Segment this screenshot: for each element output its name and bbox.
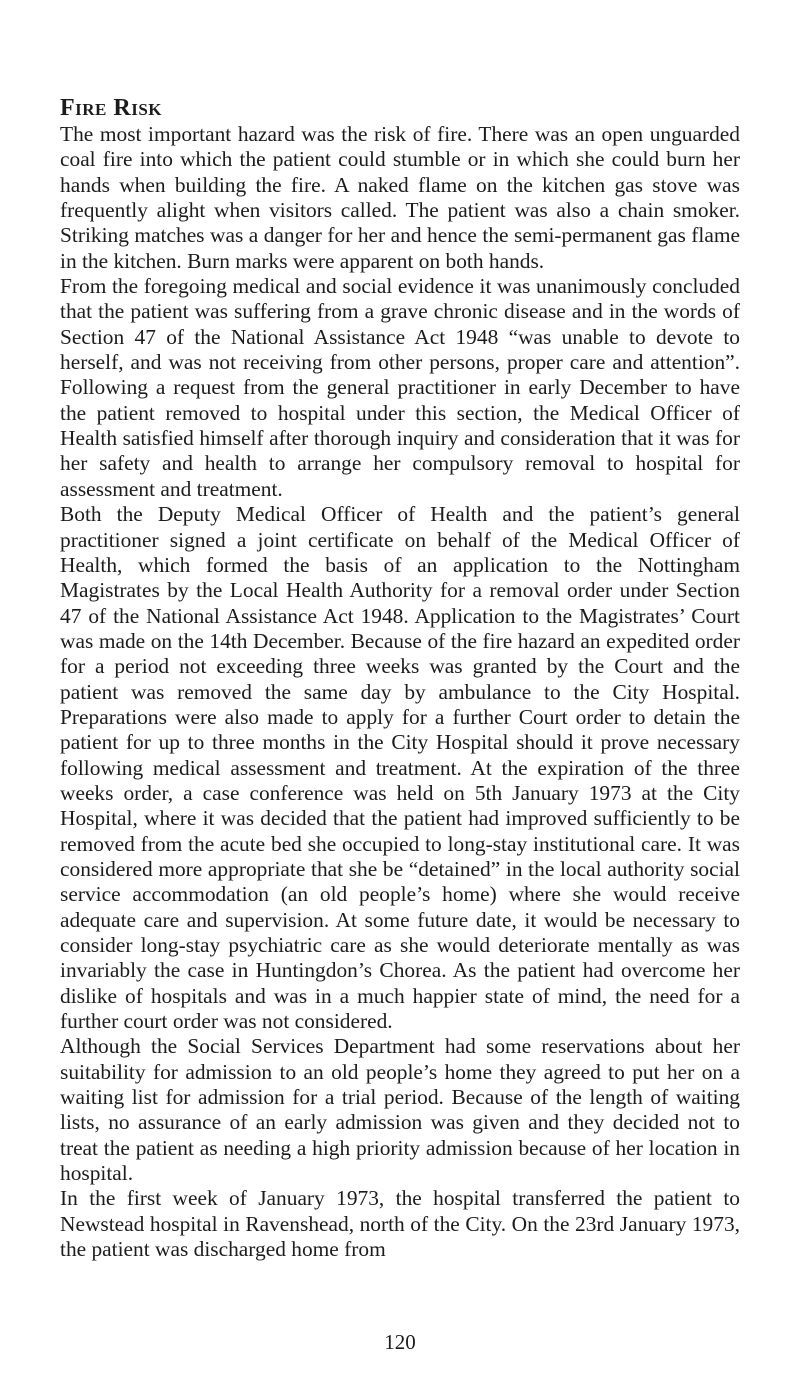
paragraph-social-services: Although the Social Services Department had some reservations about her suitability for admission to an old people’s home they agreed to put her on a waiting list for admission for a trial period. Because of the length of waiting lists, no assurance of an early admission was given and they decided not to treat the patient as needing a high priority admission because of her location in hospital. (60, 1034, 740, 1186)
paragraph-fire-risk: The most important hazard was the risk of fire. There was an open unguarded coal fire into which the patient could stumble or in which she could burn her hands when building the fire. A naked flame on the kitchen gas stove was frequently alight when visitors called. The patient was also a chain smoker. Striking matches was a danger for her and hence the semi-permanent gas flame in the kitchen. Burn marks were apparent on both hands. (60, 122, 740, 273)
section-heading: Fire Risk (60, 95, 163, 121)
page-number: 120 (384, 1330, 416, 1354)
document-page (60, 94, 740, 1262)
paragraph-transfer: In the first week of January 1973, the hospital transferred the patient to Newstead hospital in Ravenshead, north of the City. On the 23rd January 1973, the patient was discharged home from (60, 1186, 740, 1262)
paragraph-removal-order: Both the Deputy Medical Officer of Health and the patient’s general practitioner signed a joint certificate on behalf of the Medical Officer of Health, which formed the basis of an application to the Nottingham Magistrates by the Local Health Authority for a removal order under Section 47 of the National Assistance Act 1948. Application to the Magistrates’ Court was made on the 14th December. Because of the fire hazard an expedited order for a period not exceeding three weeks was granted by the Court and the patient was removed the same day by ambulance to the City Hospital. Preparations were also made to apply for a further Court order to detain the patient for up to three months in the City Hospital should it prove necessary following medical assessment and treatment. At the expiration of the three weeks order, a case conference was held on 5th January 1973 at the City Hospital, where it was decided that the patient had improved sufficiently to be removed from the acute bed she occupied to long-stay institutional care. It was considered more appropriate that she be “detained” in the local authority social service accommodation (an old people’s home) where she would receive adequate care and supervision. At some future date, it would be necessary to consider long-stay psychiatric care as she would deteriorate mentally as was invariably the case in Huntingdon’s Chorea. As the patient had overcome her dislike of hospitals and was in a much happier state of mind, the need for a further court order was not considered. (60, 502, 740, 1034)
paragraph-evidence: From the foregoing medical and social evidence it was unanimously concluded that the patient was suffering from a grave chronic disease and in the words of Section 47 of the National Assistance Act 1948 “was unable to devote to herself, and was not receiving from other persons, proper care and attention”. Following a request from the general practitioner in early December to have the patient removed to hospital under this section, the Medical Officer of Health satisfied himself after thorough inquiry and consideration that it was for her safety and health to arrange her compulsory removal to hospital for assessment and treatment. (60, 274, 740, 501)
